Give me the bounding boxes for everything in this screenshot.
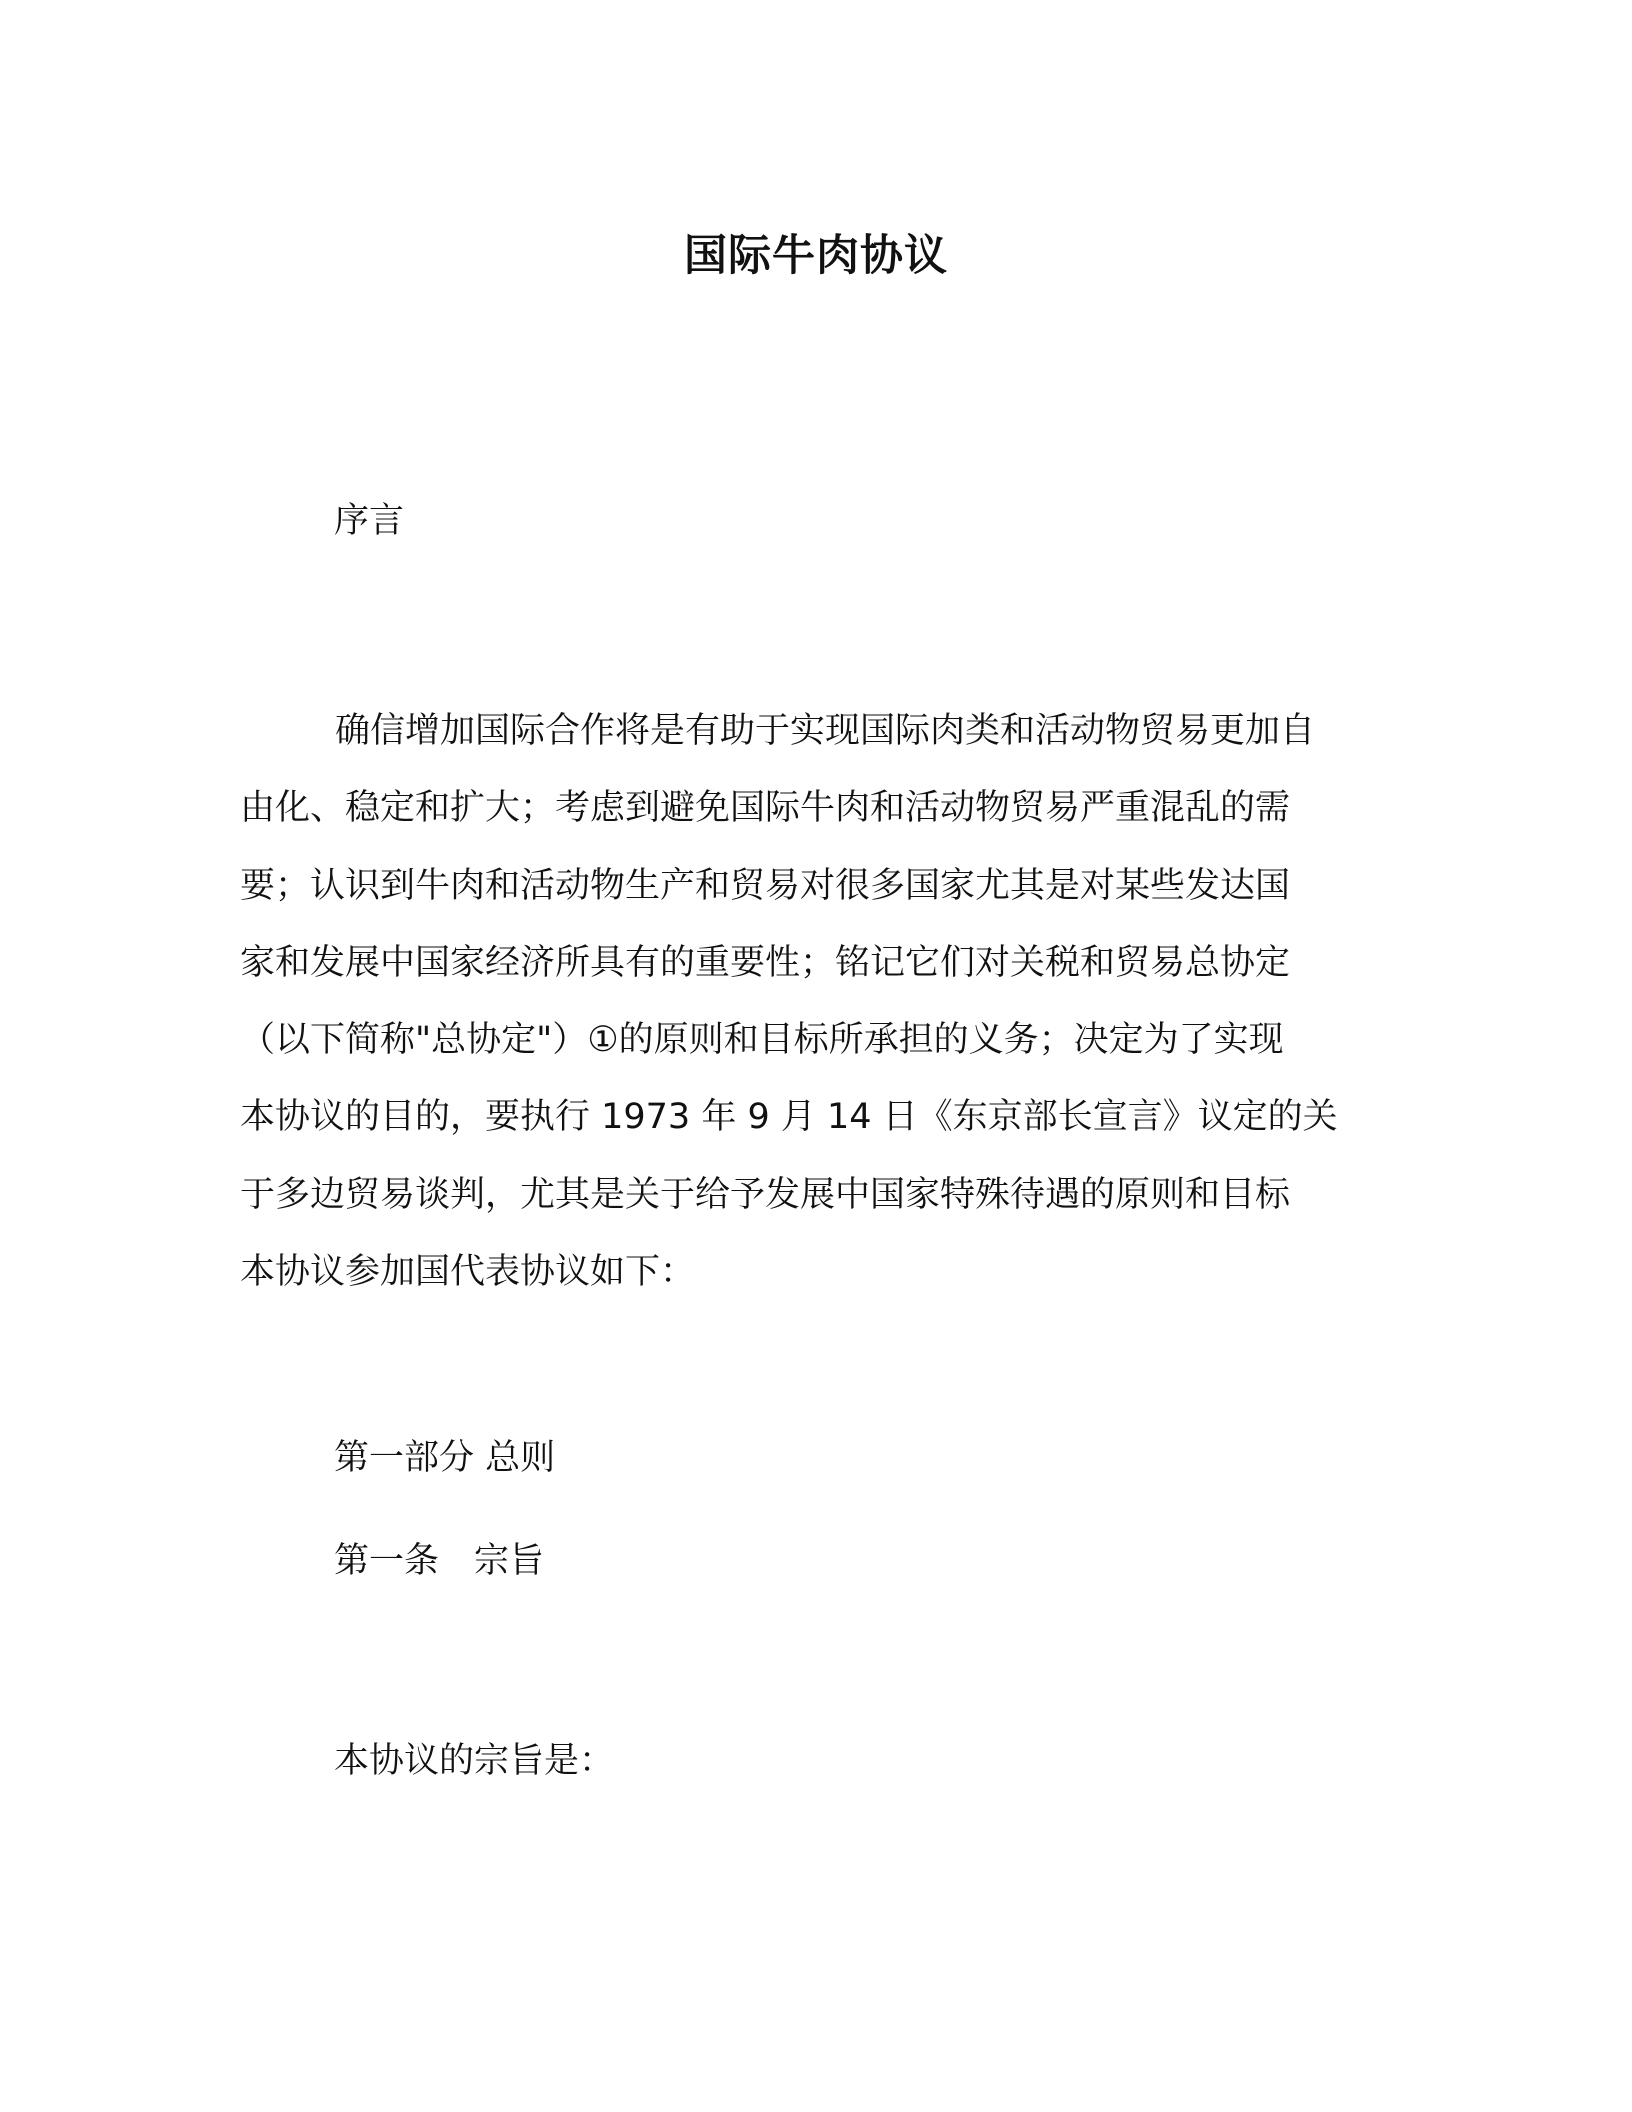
preamble-line: 要；认识到牛肉和活动物生产和贸易对很多国家尤其是对某些发达国 <box>240 865 1291 906</box>
preface-heading: 序言 <box>334 501 405 541</box>
part-heading: 第一部分 总则 <box>334 1438 556 1478</box>
document-title: 国际牛肉协议 <box>684 231 948 281</box>
purpose-intro: 本协议的宗旨是： <box>334 1741 615 1781</box>
preamble-line: 本协议参加国代表协议如下： <box>240 1252 696 1293</box>
preamble-paragraph <box>240 693 1400 1311</box>
preamble-line: 由化、稳定和扩大；考虑到避免国际牛肉和活动物贸易严重混乱的需 <box>240 788 1291 829</box>
preamble-line: 家和发展中国家经济所具有的重要性；铭记它们对关税和贸易总协定 <box>240 942 1291 983</box>
preamble-line: 确信增加国际合作将是有助于实现国际肉类和活动物贸易更加自 <box>335 711 1316 751</box>
preamble-line: （以下简称"总协定"）①的原则和目标所承担的义务；决定为了实现 <box>240 1020 1284 1061</box>
preamble-line: 本协议的目的，要执行 1973 年 9 月 14 日《东京部长宣言》议定的关 <box>240 1097 1338 1138</box>
preamble-line: 于多边贸易谈判，尤其是关于给予发展中国家特殊待遇的原则和目标 <box>240 1174 1291 1215</box>
article-heading: 第一条 宗旨 <box>334 1541 545 1581</box>
